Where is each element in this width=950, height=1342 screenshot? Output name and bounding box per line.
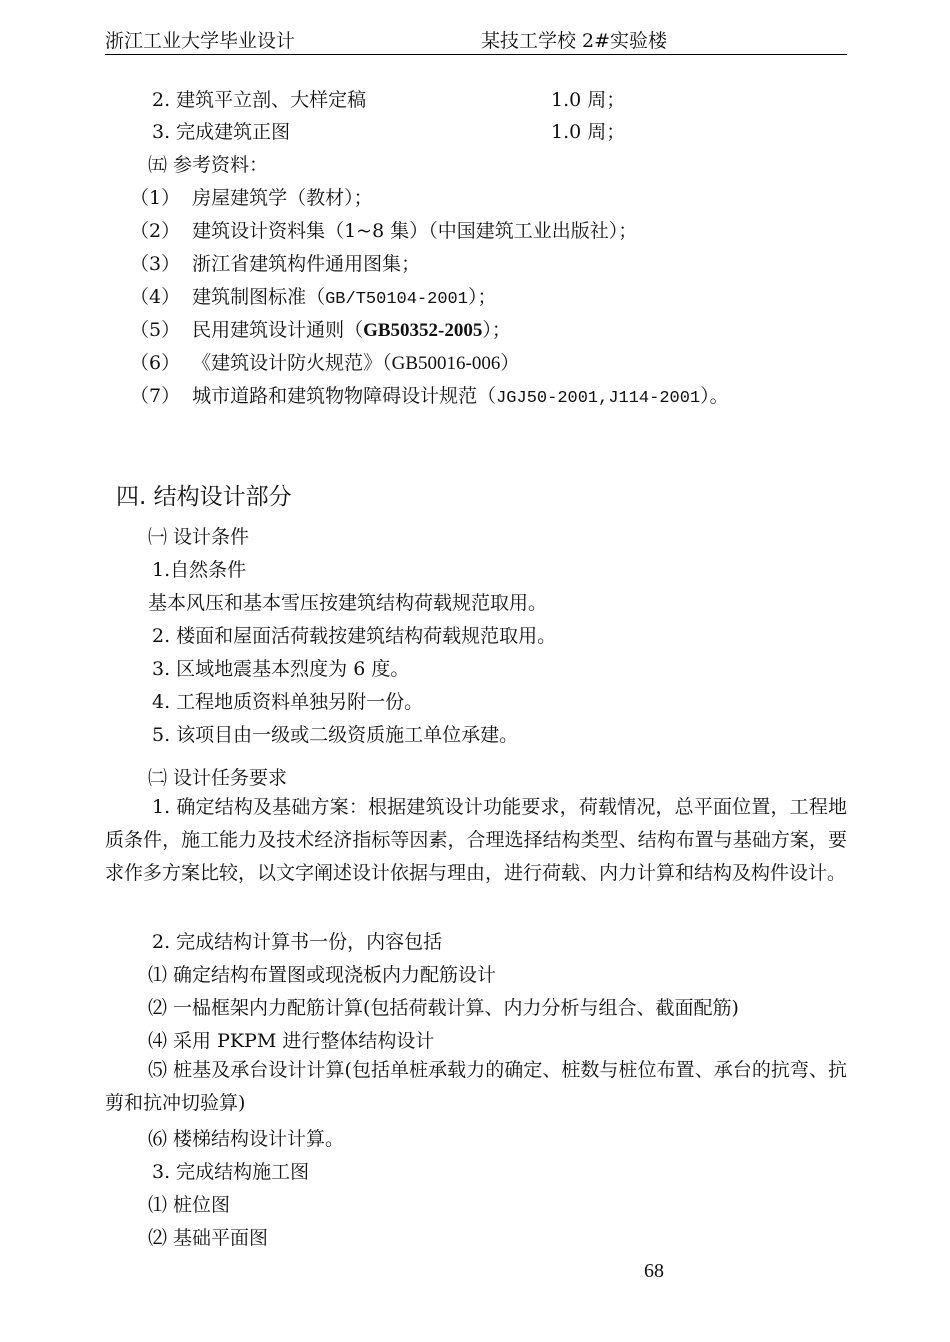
reference-item bbox=[130, 318, 511, 343]
reference-code: GB/T50104-2001 bbox=[325, 290, 468, 309]
reference-text: 房屋建筑学（教材）； bbox=[192, 187, 373, 209]
reference-text: 建筑制图标准（ bbox=[192, 286, 326, 308]
requirement-subitem: ⑷ 采用 PKPM 进行整体结构设计 bbox=[148, 1030, 435, 1052]
reference-code: GB50352-2005 bbox=[363, 320, 483, 341]
reference-text-end: ） bbox=[500, 352, 520, 374]
condition-item: 4. 工程地质资料单独另附一份。 bbox=[152, 691, 424, 713]
reference-item bbox=[130, 351, 519, 376]
page-header bbox=[105, 26, 847, 55]
schedule-weeks-3: 1.0 周； bbox=[551, 121, 626, 143]
requirements-paragraph: 1. 确定结构及基础方案：根据建筑设计功能要求，荷载情况，总平面位置，工程地质条件，施工能力及技术经济指标等因素，合理选择结构类型、结构布置与基础方案，要求作多方案比较，以文字阐述设计依据与理由，进行荷载、内力计算和结构及构件设计。 bbox=[105, 796, 847, 884]
reference-text: 建筑设计资料集（1~8 集）（中国建筑工业出版社）； bbox=[192, 220, 638, 242]
condition-item: 3. 区域地震基本烈度为 6 度。 bbox=[152, 658, 410, 680]
drawing-item: ⑵ 基础平面图 bbox=[148, 1227, 269, 1249]
reference-text: 民用建筑设计通则（ bbox=[192, 319, 364, 341]
requirement-subitem: ⑹ 楼梯结构设计计算。 bbox=[148, 1128, 345, 1150]
requirements-heading: ㈡ 设计任务要求 bbox=[148, 767, 288, 789]
schedule-task-3: 3. 完成建筑正图 bbox=[152, 121, 291, 143]
reference-item bbox=[130, 186, 373, 210]
schedule-weeks-2: 1.0 周； bbox=[551, 89, 626, 111]
reference-num: （3） bbox=[130, 253, 181, 275]
reference-num: （7） bbox=[130, 385, 181, 407]
reference-text-end: ）。 bbox=[700, 385, 729, 407]
reference-num: （1） bbox=[130, 187, 181, 209]
header-school: 浙江工业大学毕业设计 bbox=[105, 30, 296, 52]
drawing-item: ⑴ 桩位图 bbox=[148, 1194, 231, 1216]
reference-text: 浙江省建筑构件通用图集； bbox=[192, 253, 421, 275]
page-number: 68 bbox=[644, 1260, 664, 1282]
references-heading: ㈤ 参考资料： bbox=[148, 154, 269, 176]
reference-code: JGJ50-2001,J114-2001 bbox=[496, 389, 701, 408]
reference-num: （6） bbox=[130, 352, 181, 374]
reference-num: （5） bbox=[130, 319, 181, 341]
reference-item bbox=[130, 384, 729, 411]
condition-item: 5. 该项目由一级或二级资质施工单位承建。 bbox=[152, 724, 519, 746]
reference-item bbox=[130, 252, 420, 276]
reference-text-end: ）； bbox=[482, 319, 511, 341]
reference-text: 《建筑设计防火规范》（ bbox=[192, 352, 392, 374]
reference-item bbox=[130, 285, 496, 312]
requirement-subitem: ⑸ 桩基及承台设计计算(包括单桩承载力的确定、桩数与桩位布置、承台的抗弯、抗剪和抗冲切验算) bbox=[105, 1059, 847, 1114]
reference-code: GB50016-006 bbox=[391, 353, 501, 374]
reference-num: （4） bbox=[130, 286, 181, 308]
reference-text-end: ）； bbox=[467, 286, 497, 308]
condition-item: 基本风压和基本雪压按建筑结构荷载规范取用。 bbox=[148, 592, 548, 614]
header-project: 某技工学校 2#实验楼 bbox=[481, 30, 668, 52]
condition-item: 2. 楼面和屋面活荷载按建筑结构荷载规范取用。 bbox=[152, 625, 557, 647]
conditions-heading: ㈠ 设计条件 bbox=[148, 526, 250, 548]
condition-item: 1.自然条件 bbox=[152, 559, 247, 581]
requirement-item: 2. 完成结构计算书一份，内容包括 bbox=[152, 931, 443, 953]
requirement-item: 3. 完成结构施工图 bbox=[152, 1161, 310, 1183]
schedule-task-2: 2. 建筑平立剖、大样定稿 bbox=[152, 89, 367, 111]
reference-num: （2） bbox=[130, 220, 181, 242]
requirement-subitem: ⑵ 一榀框架内力配筋计算(包括荷载计算、内力分析与组合、截面配筋) bbox=[148, 997, 739, 1019]
section-title: 四. 结构设计部分 bbox=[116, 484, 292, 510]
reference-text: 城市道路和建筑物物障碍设计规范（ bbox=[192, 385, 497, 407]
requirement-subitem: ⑴ 确定结构布置图或现浇板内力配筋设计 bbox=[148, 964, 497, 986]
reference-item bbox=[130, 219, 637, 243]
